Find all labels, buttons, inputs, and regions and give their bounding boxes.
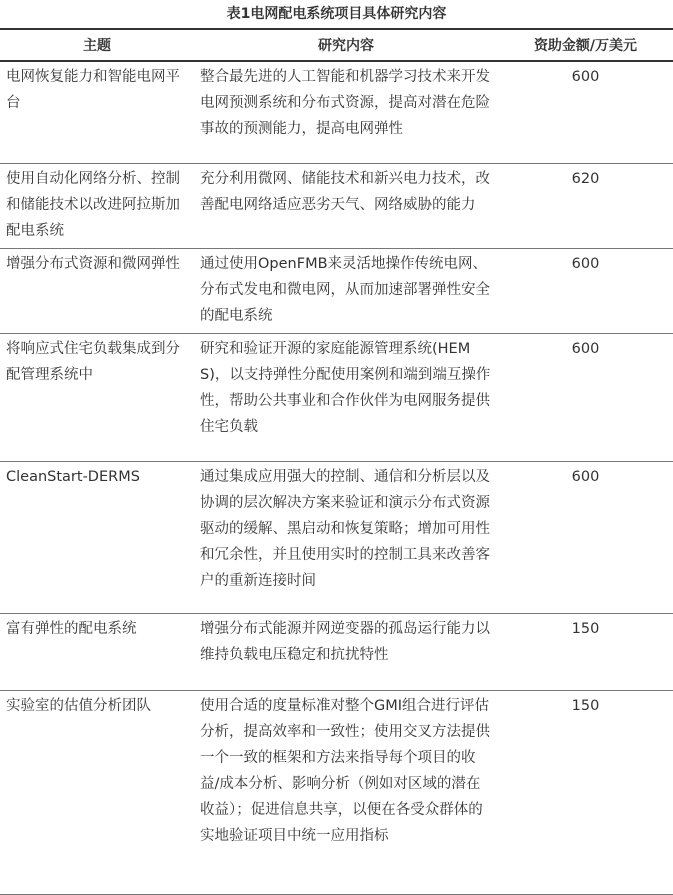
table-row bbox=[0, 248, 673, 333]
cell-content: 增强分布式能源并网逆变器的孤岛运行能力以维持负载电压稳定和抗扰特性 bbox=[194, 613, 498, 690]
cell-topic: 增强分布式资源和微网弹性 bbox=[0, 248, 194, 333]
header-topic: 主题 bbox=[0, 29, 194, 61]
cell-content: 研究和验证开源的家庭能源管理系统(HEMS)，以支持弹性分配使用案例和端到端互操作性，帮助公共事业和合作伙伴为电网服务提供住宅负载 bbox=[194, 333, 498, 461]
table-row bbox=[0, 613, 673, 690]
research-table bbox=[0, 28, 673, 895]
header-amount: 资助金额/万美元 bbox=[498, 29, 673, 61]
table-row bbox=[0, 163, 673, 248]
cell-content: 整合最先进的人工智能和机器学习技术来开发电网预测系统和分布式资源，提高对潜在危险事故的预测能力，提高电网弹性 bbox=[194, 61, 498, 163]
cell-amount: 600 bbox=[498, 248, 673, 333]
table-caption: 表1电网配电系统项目具体研究内容 bbox=[226, 6, 447, 22]
cell-topic: CleanStart-DERMS bbox=[0, 461, 194, 613]
cell-amount: 600 bbox=[498, 333, 673, 461]
cell-topic: 使用自动化网络分析、控制和储能技术以改进阿拉斯加配电系统 bbox=[0, 163, 194, 248]
cell-topic: 将响应式住宅负载集成到分配管理系统中 bbox=[0, 333, 194, 461]
table-row bbox=[0, 61, 673, 163]
table-row bbox=[0, 690, 673, 894]
cell-topic: 电网恢复能力和智能电网平台 bbox=[0, 61, 194, 163]
cell-topic: 实验室的估值分析团队 bbox=[0, 690, 194, 894]
cell-amount: 600 bbox=[498, 61, 673, 163]
cell-amount: 600 bbox=[498, 461, 673, 613]
cell-topic: 富有弹性的配电系统 bbox=[0, 613, 194, 690]
header-content: 研究内容 bbox=[194, 29, 498, 61]
cell-content: 通过使用OpenFMB来灵活地操作传统电网、分布式发电和微电网，从而加速部署弹性安全的配电系统 bbox=[194, 248, 498, 333]
table-row bbox=[0, 333, 673, 461]
cell-content: 使用合适的度量标准对整个GMI组合进行评估分析，提高效率和一致性；使用交叉方法提供一个一致的框架和方法来指导每个项目的收益/成本分析、影响分析（例如对区域的潜在收益）；促进信息共享，以便在各受众群体的实地验证项目中统一应用指标 bbox=[194, 690, 498, 894]
cell-amount: 150 bbox=[498, 690, 673, 894]
cell-content: 充分利用微网、储能技术和新兴电力技术，改善配电网络适应恶劣天气、网络威胁的能力 bbox=[194, 163, 498, 248]
table-header-row bbox=[0, 29, 673, 61]
cell-content: 通过集成应用强大的控制、通信和分析层以及协调的层次解决方案来验证和演示分布式资源驱动的缓解、黑启动和恢复策略；增加可用性和冗余性，并且使用实时的控制工具来改善客户的重新连接时间 bbox=[194, 461, 498, 613]
table-row bbox=[0, 461, 673, 613]
cell-amount: 150 bbox=[498, 613, 673, 690]
cell-amount: 620 bbox=[498, 163, 673, 248]
